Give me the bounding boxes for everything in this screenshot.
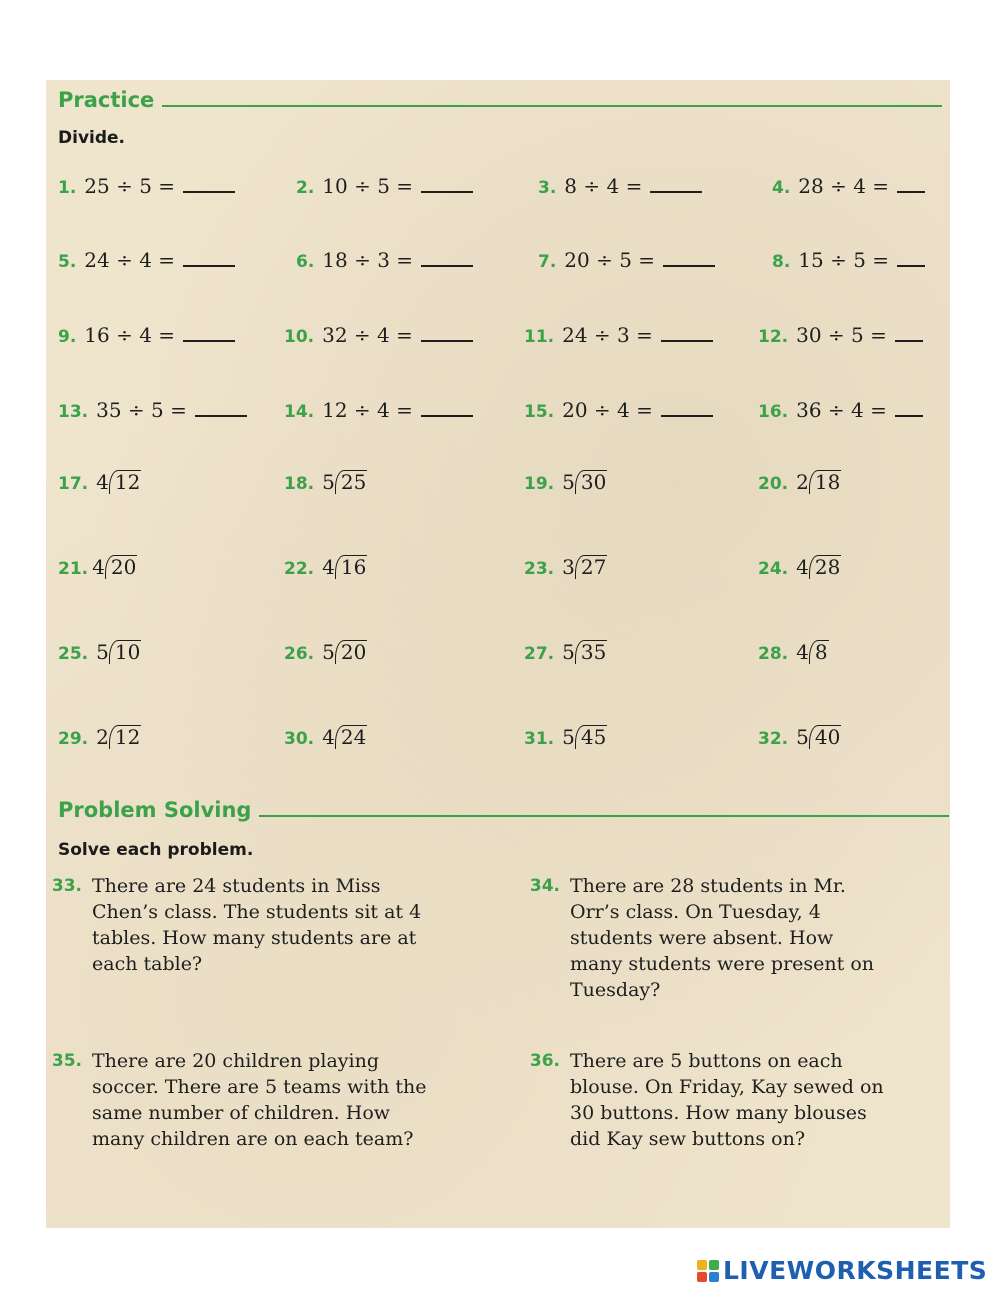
problem-expression: 15 ÷ 5 = [798, 248, 890, 272]
answer-blank[interactable] [661, 414, 713, 417]
word-problem-33 [46, 873, 466, 977]
dividend: 25 [335, 470, 367, 494]
problem-number: 9. [58, 327, 77, 347]
divisor: 4 [96, 470, 109, 494]
problem-expression: 20 ÷ 4 = [562, 398, 653, 422]
problem-number: 16. [758, 402, 789, 422]
divisor: 4 [796, 640, 809, 664]
problem-expression: 24 ÷ 4 = [84, 248, 176, 272]
divisor: 2 [796, 470, 809, 494]
long-division [796, 555, 841, 579]
liveworksheets-logo [697, 1256, 987, 1285]
dividend: 10 [109, 640, 141, 664]
problem-number: 12. [758, 327, 789, 347]
long-division [562, 725, 607, 749]
dividend: 12 [109, 470, 141, 494]
problem-number: 11. [524, 327, 555, 347]
problem-2 [296, 174, 473, 198]
problem-expression: 8 ÷ 4 = [564, 174, 643, 198]
problem-number: 32. [758, 729, 789, 749]
long-division [796, 470, 841, 494]
problem-number: 14. [284, 402, 315, 422]
dividend: 24 [335, 725, 367, 749]
answer-blank[interactable] [661, 339, 713, 342]
problem-number: 28. [758, 644, 789, 664]
divisor: 4 [322, 725, 335, 749]
problem-number: 22. [284, 559, 315, 579]
problem-number: 36. [529, 1051, 560, 1071]
problem-21 [58, 555, 137, 579]
divisor: 5 [562, 470, 575, 494]
answer-blank[interactable] [183, 190, 235, 193]
problem-25 [58, 640, 141, 664]
problem-9 [58, 323, 235, 347]
long-division [562, 555, 607, 579]
problem-7 [538, 248, 715, 272]
word-problem-36 [524, 1048, 944, 1152]
problem-20 [758, 470, 841, 494]
problem-1 [58, 174, 235, 198]
heading-rule [259, 815, 949, 817]
answer-blank[interactable] [897, 190, 925, 193]
problem-expression: 36 ÷ 4 = [796, 398, 887, 422]
long-division [96, 470, 141, 494]
problem-number: 5. [58, 252, 77, 272]
problem-number: 21. [58, 559, 89, 579]
problem-expression: 10 ÷ 5 = [322, 174, 414, 198]
problem-number: 33. [51, 876, 82, 896]
problem-12 [758, 323, 923, 347]
problem-expression: 25 ÷ 5 = [84, 174, 176, 198]
problem-23 [524, 555, 607, 579]
problem-expression: 12 ÷ 4 = [322, 398, 413, 422]
worksheet-page [46, 80, 950, 1228]
problem-solving-heading [58, 798, 949, 822]
problem-number: 19. [524, 474, 555, 494]
answer-blank[interactable] [421, 339, 473, 342]
dividend: 12 [109, 725, 141, 749]
long-division [92, 555, 137, 579]
problem-4 [772, 174, 925, 198]
problem-expression: 24 ÷ 3 = [562, 323, 653, 347]
divisor: 4 [322, 555, 335, 579]
divisor: 5 [322, 470, 335, 494]
answer-blank[interactable] [895, 414, 923, 417]
word-problem-35 [46, 1048, 466, 1152]
problem-30 [284, 725, 367, 749]
answer-blank[interactable] [650, 190, 702, 193]
long-division [322, 725, 367, 749]
long-division [322, 470, 367, 494]
problem-number: 7. [538, 252, 557, 272]
dividend: 45 [575, 725, 607, 749]
logo-wordmark: LIVEWORKSHEETS [723, 1256, 988, 1285]
answer-blank[interactable] [195, 414, 247, 417]
problem-expression: 35 ÷ 5 = [96, 398, 187, 422]
dividend: 20 [335, 640, 367, 664]
long-division [322, 555, 367, 579]
problem-expression: 20 ÷ 5 = [564, 248, 656, 272]
divisor: 5 [562, 640, 575, 664]
divisor: 3 [562, 555, 575, 579]
answer-blank[interactable] [421, 190, 473, 193]
heading-rule [162, 105, 942, 107]
divisor: 4 [796, 555, 809, 579]
problem-number: 4. [772, 178, 791, 198]
problem-13 [58, 398, 247, 422]
problem-text: There are 5 buttons on each blouse. On Friday, Kay sewed on 30 buttons. How many blouses did Kay sew buttons on? [570, 1050, 884, 1150]
problem-11 [524, 323, 713, 347]
problem-22 [284, 555, 367, 579]
dividend: 16 [335, 555, 367, 579]
problem-number: 25. [58, 644, 89, 664]
long-division [562, 470, 607, 494]
dividend: 35 [575, 640, 607, 664]
divisor: 2 [96, 725, 109, 749]
problem-29 [58, 725, 141, 749]
problem-24 [758, 555, 841, 579]
problem-number: 6. [296, 252, 315, 272]
problem-number: 23. [524, 559, 555, 579]
dividend: 30 [575, 470, 607, 494]
problem-number: 15. [524, 402, 555, 422]
problem-expression: 28 ÷ 4 = [798, 174, 890, 198]
problem-number: 20. [758, 474, 789, 494]
divisor: 5 [796, 725, 809, 749]
answer-blank[interactable] [897, 264, 925, 267]
problem-number: 3. [538, 178, 557, 198]
problem-18 [284, 470, 367, 494]
long-division [796, 640, 828, 664]
problem-expression: 18 ÷ 3 = [322, 248, 414, 272]
problem-15 [524, 398, 713, 422]
long-division [562, 640, 607, 664]
problem-14 [284, 398, 473, 422]
problem-number: 17. [58, 474, 89, 494]
problem-number: 2. [296, 178, 315, 198]
answer-blank[interactable] [663, 264, 715, 267]
problem-17 [58, 470, 141, 494]
answer-blank[interactable] [421, 264, 473, 267]
practice-instruction: Divide. [58, 128, 126, 148]
answer-blank[interactable] [183, 339, 235, 342]
answer-blank[interactable] [895, 339, 923, 342]
word-problem-34 [524, 873, 944, 1003]
problem-number: 31. [524, 729, 555, 749]
problem-number: 13. [58, 402, 89, 422]
problem-number: 35. [51, 1051, 82, 1071]
problem-number: 1. [58, 178, 77, 198]
problem-number: 8. [772, 252, 791, 272]
problem-number: 29. [58, 729, 89, 749]
problem-19 [524, 470, 607, 494]
dividend: 20 [105, 555, 137, 579]
problem-expression: 16 ÷ 4 = [84, 323, 176, 347]
dividend: 8 [809, 640, 829, 664]
long-division [322, 640, 367, 664]
problem-number: 34. [529, 876, 560, 896]
logo-blocks-icon [697, 1260, 719, 1282]
answer-blank[interactable] [421, 414, 473, 417]
dividend: 27 [575, 555, 607, 579]
problem-number: 30. [284, 729, 315, 749]
problem-number: 10. [284, 327, 315, 347]
problem-3 [538, 174, 702, 198]
practice-heading [58, 88, 942, 112]
problem-26 [284, 640, 367, 664]
problem-expression: 30 ÷ 5 = [796, 323, 887, 347]
problem-31 [524, 725, 607, 749]
divisor: 4 [92, 555, 105, 579]
problem-text: There are 20 children playing soccer. There are 5 teams with the same number of children. How many children are on each team? [92, 1050, 427, 1150]
divisor: 5 [322, 640, 335, 664]
long-division [96, 725, 141, 749]
practice-heading-text: Practice [58, 88, 155, 112]
problem-number: 26. [284, 644, 315, 664]
problem-32 [758, 725, 841, 749]
divisor: 5 [96, 640, 109, 664]
problem-text: There are 28 students in Mr. Orr’s class. On Tuesday, 4 students were absent. How many students were present on Tuesday? [570, 875, 874, 1001]
problem-16 [758, 398, 923, 422]
problem-28 [758, 640, 829, 664]
problem-10 [284, 323, 473, 347]
problem-number: 24. [758, 559, 789, 579]
long-division [96, 640, 141, 664]
dividend: 40 [809, 725, 841, 749]
problem-27 [524, 640, 607, 664]
answer-blank[interactable] [183, 264, 235, 267]
problem-number: 27. [524, 644, 555, 664]
dividend: 28 [809, 555, 841, 579]
problem-5 [58, 248, 235, 272]
divisor: 5 [562, 725, 575, 749]
dividend: 18 [809, 470, 841, 494]
long-division [796, 725, 841, 749]
problem-expression: 32 ÷ 4 = [322, 323, 413, 347]
problem-8 [772, 248, 925, 272]
problem-solving-instruction: Solve each problem. [58, 840, 254, 860]
problem-number: 18. [284, 474, 315, 494]
problem-solving-heading-text: Problem Solving [58, 798, 252, 822]
problem-6 [296, 248, 473, 272]
problem-text: There are 24 students in Miss Chen’s class. The students sit at 4 tables. How many students are at each table? [92, 875, 422, 975]
